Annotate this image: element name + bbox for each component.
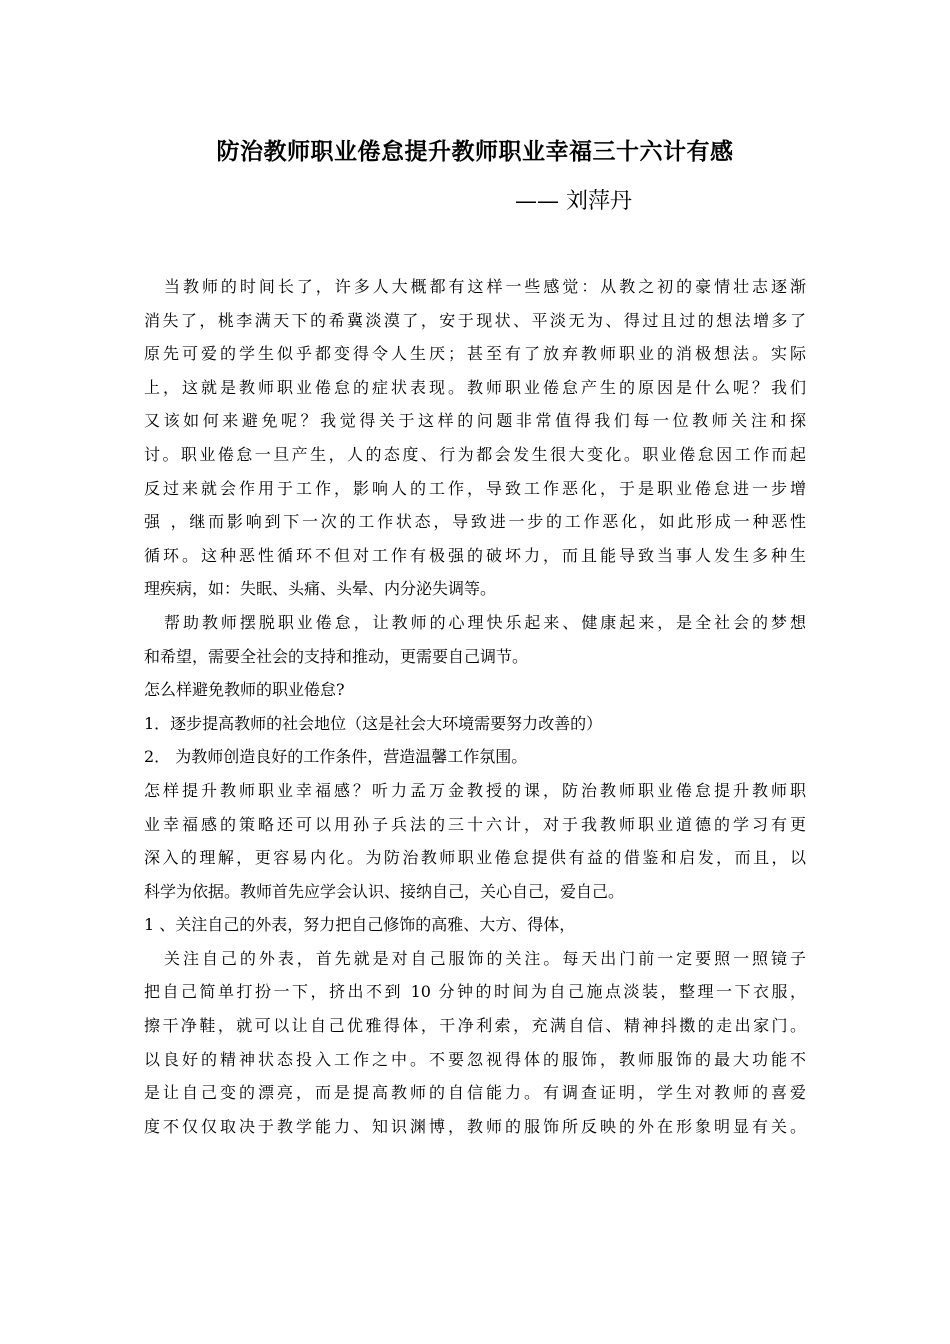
text-line: 深入的理解，更容易内化。为防治教师职业倦怠提供有益的借鉴和启发，而且，以 (144, 848, 806, 868)
text-line: 循环。这种恶性循环不但对工作有极强的破坏力，而且能导致当事人发生多种生 (144, 545, 806, 565)
text-line: 和希望，需要全社会的支持和推动，更需要自己调节。 (144, 646, 529, 666)
text-line: 消失了，桃李满天下的希冀淡漠了，安于现状、平淡无为、得过且过的想法增多了 (144, 310, 806, 330)
text-line: 当教师的时间长了，许多人大概都有这样一些感觉：从教之初的豪情壮志逐渐 (164, 277, 806, 296)
text-line: 上，这就是教师职业倦怠的症状表现。教师职业倦怠产生的原因是什么呢？我们 (144, 377, 806, 397)
document-author: —— 刘萍丹 (515, 189, 632, 214)
text-line: 关注自己的外表，首先就是对自己服饰的关注。每天出门前一定要照一照镜子 (164, 948, 806, 968)
text-line: 业幸福感的策略还可以用孙子兵法的三十六计，对于我教师职业道德的学习有更 (144, 814, 806, 834)
text-line: 怎样提升教师职业幸福感？听力孟万金教授的课，防治教师职业倦怠提升教师职 (144, 780, 806, 800)
document-body (144, 270, 806, 1143)
text-line: 科学为依据。教师首先应学会认识、接纳自己，关心自己，爱自己。 (144, 881, 625, 901)
text-line: 强 ，继而影响到下一次的工作状态，导致进一步的工作恶化，如此形成一种恶性 (144, 512, 806, 532)
text-line: 以良好的精神状态投入工作之中。不要忽视得体的服饰，教师服饰的最大功能不 (144, 1049, 806, 1069)
text-line: 1 、关注自己的外表，努力把自己修饰的高雅、大方、得体， (144, 915, 576, 935)
text-line: 怎么样避免教师的职业倦怠? (144, 680, 345, 700)
text-line: 又该如何来避免呢？我觉得关于这样的问题非常值得我们每一位教师关注和探 (144, 411, 806, 431)
text-line: 原先可爱的学生似乎都变得令人生厌；甚至有了放弃教师职业的消极想法。实际 (144, 344, 806, 364)
text-line: 2． 为教师创造良好的工作条件，营造温馨工作氛围。 (144, 747, 528, 767)
text-line: 讨。职业倦怠一旦产生，人的态度、行为都会发生很大变化。职业倦怠因工作而起 (144, 444, 806, 464)
text-line: 理疾病，如：失眠、头痛、头晕、内分泌失调等。 (144, 579, 497, 599)
text-line: 反过来就会作用于工作，影响人的工作，导致工作恶化，于是职业倦怠进一步增 (144, 478, 806, 498)
text-line: 是让自己变的漂亮，而是提高教师的自信能力。有调查证明，学生对教师的喜爱 (144, 1083, 806, 1103)
text-line: 度不仅仅取决于教学能力、知识渊博，教师的服饰所反映的外在形象明显有关。 (144, 1116, 806, 1136)
text-line: 1．逐步提高教师的社会地位（这是社会大环境需要努力改善的） (144, 713, 603, 733)
document-title: 防治教师职业倦怠提升教师职业幸福三十六计有感 (216, 138, 734, 165)
text-line: 擦干净鞋，就可以让自己优雅得体，干净利索，充满自信、精神抖擞的走出家门。 (144, 1016, 806, 1036)
text-line: 帮助教师摆脱职业倦怠，让教师的心理快乐起来、健康起来，是全社会的梦想 (164, 612, 806, 632)
text-line: 把自己简单打扮一下，挤出不到 10 分钟的时间为自己施点淡装，整理一下衣服， (144, 982, 806, 1002)
